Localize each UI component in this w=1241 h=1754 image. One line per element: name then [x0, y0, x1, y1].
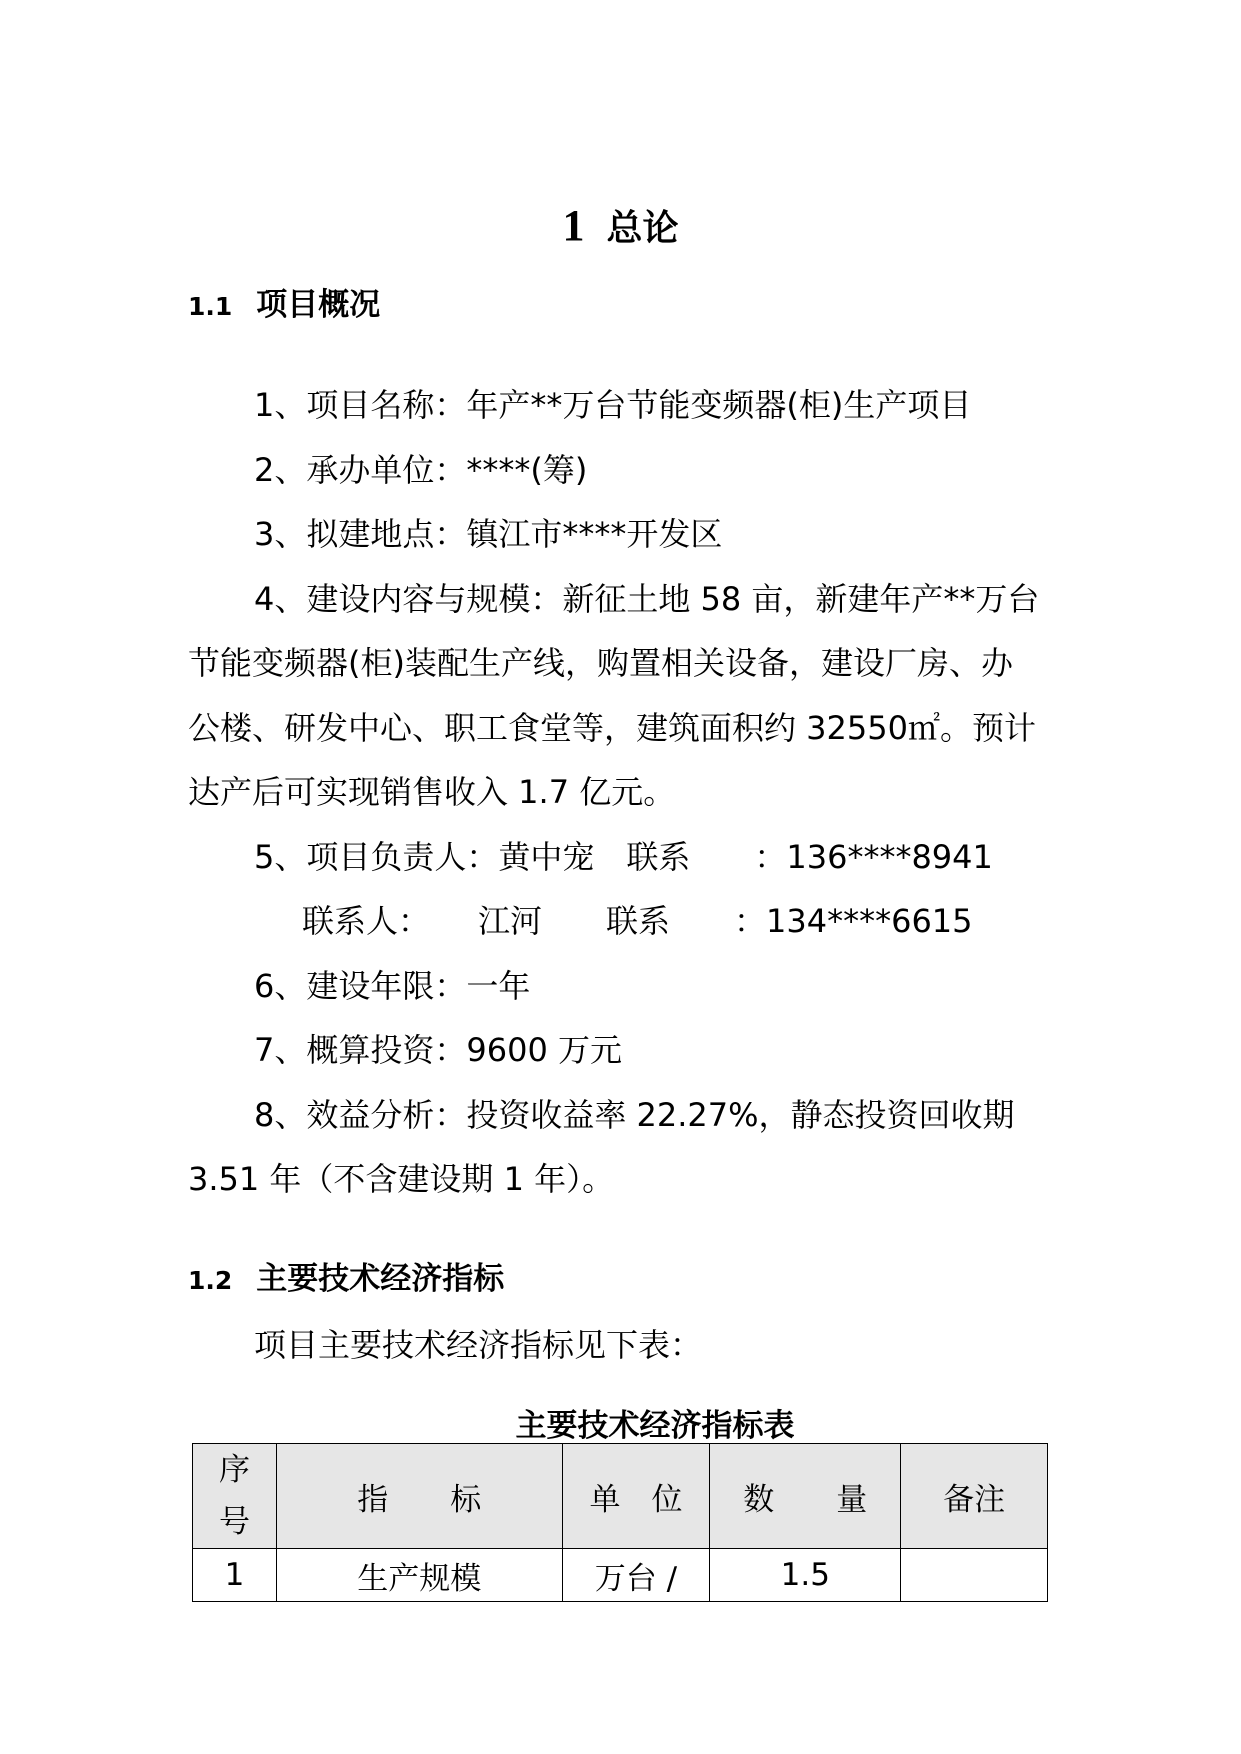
cell-indicator: 生产规模: [276, 1549, 562, 1602]
construction-period-line: 6、建设年限：一年: [254, 967, 531, 1005]
location-line: 3、拟建地点：镇江市****开发区: [254, 515, 723, 553]
organizer-line: 2、承办单位：****(筹): [254, 451, 588, 489]
section-heading-1-1: [188, 279, 380, 324]
table-intro-line: 项目主要技术经济指标见下表：: [254, 1326, 703, 1364]
section-number: 1.2: [188, 1266, 233, 1295]
section-title: 主要技术经济指标: [256, 1261, 505, 1297]
header-cell-quantity: 数 量: [710, 1444, 901, 1549]
benefit-analysis-line: 3.51 年（不含建设期 1 年）。: [188, 1160, 615, 1198]
table-header-row: [193, 1444, 1048, 1549]
contact-person-line: 联系人： 江河 联系 ：134****6615: [302, 902, 973, 940]
investment-line: 7、概算投资：9600 万元: [254, 1031, 622, 1069]
header-cell-remarks: 备注: [901, 1444, 1048, 1549]
scope-line: 节能变频器(柜)装配生产线，购置相关设备，建设厂房、办: [188, 644, 1013, 682]
cell-remarks: [901, 1549, 1048, 1602]
chapter-title: [0, 200, 1241, 251]
cell-quantity: 1.5: [710, 1549, 901, 1602]
table-caption: 主要技术经济指标表: [515, 1408, 795, 1444]
chapter-title-text: 总论: [606, 208, 679, 249]
header-serial-text: 序号: [218, 1452, 250, 1540]
section-title: 项目概况: [256, 287, 381, 323]
scope-line: 公楼、研发中心、职工食堂等，建筑面积约 32550㎡。预计: [188, 709, 1036, 747]
section-number: 1.1: [188, 292, 233, 321]
project-name-line: 1、项目名称：年产**万台节能变频器(柜)生产项目: [254, 386, 972, 424]
chapter-number: 1: [562, 201, 585, 250]
scope-line: 达产后可实现销售收入 1.7 亿元。: [188, 773, 676, 811]
header-cell-serial: [193, 1444, 277, 1549]
cell-serial: 1: [193, 1549, 277, 1602]
scope-line: 4、建设内容与规模：新征土地 58 亩，新建年产**万台: [254, 580, 1040, 618]
header-cell-indicator: 指 标: [276, 1444, 562, 1549]
benefit-analysis-line: 8、效益分析：投资收益率 22.27%，静态投资回收期: [254, 1096, 1015, 1134]
cell-unit: 万台 /: [562, 1549, 710, 1602]
indicators-table: [192, 1443, 1048, 1602]
project-leader-line: 5、项目负责人：黄中宠 联系 ：136****8941: [254, 838, 993, 876]
section-heading-1-2: [188, 1253, 504, 1298]
table-row: [193, 1549, 1048, 1602]
header-cell-unit: 单 位: [562, 1444, 710, 1549]
